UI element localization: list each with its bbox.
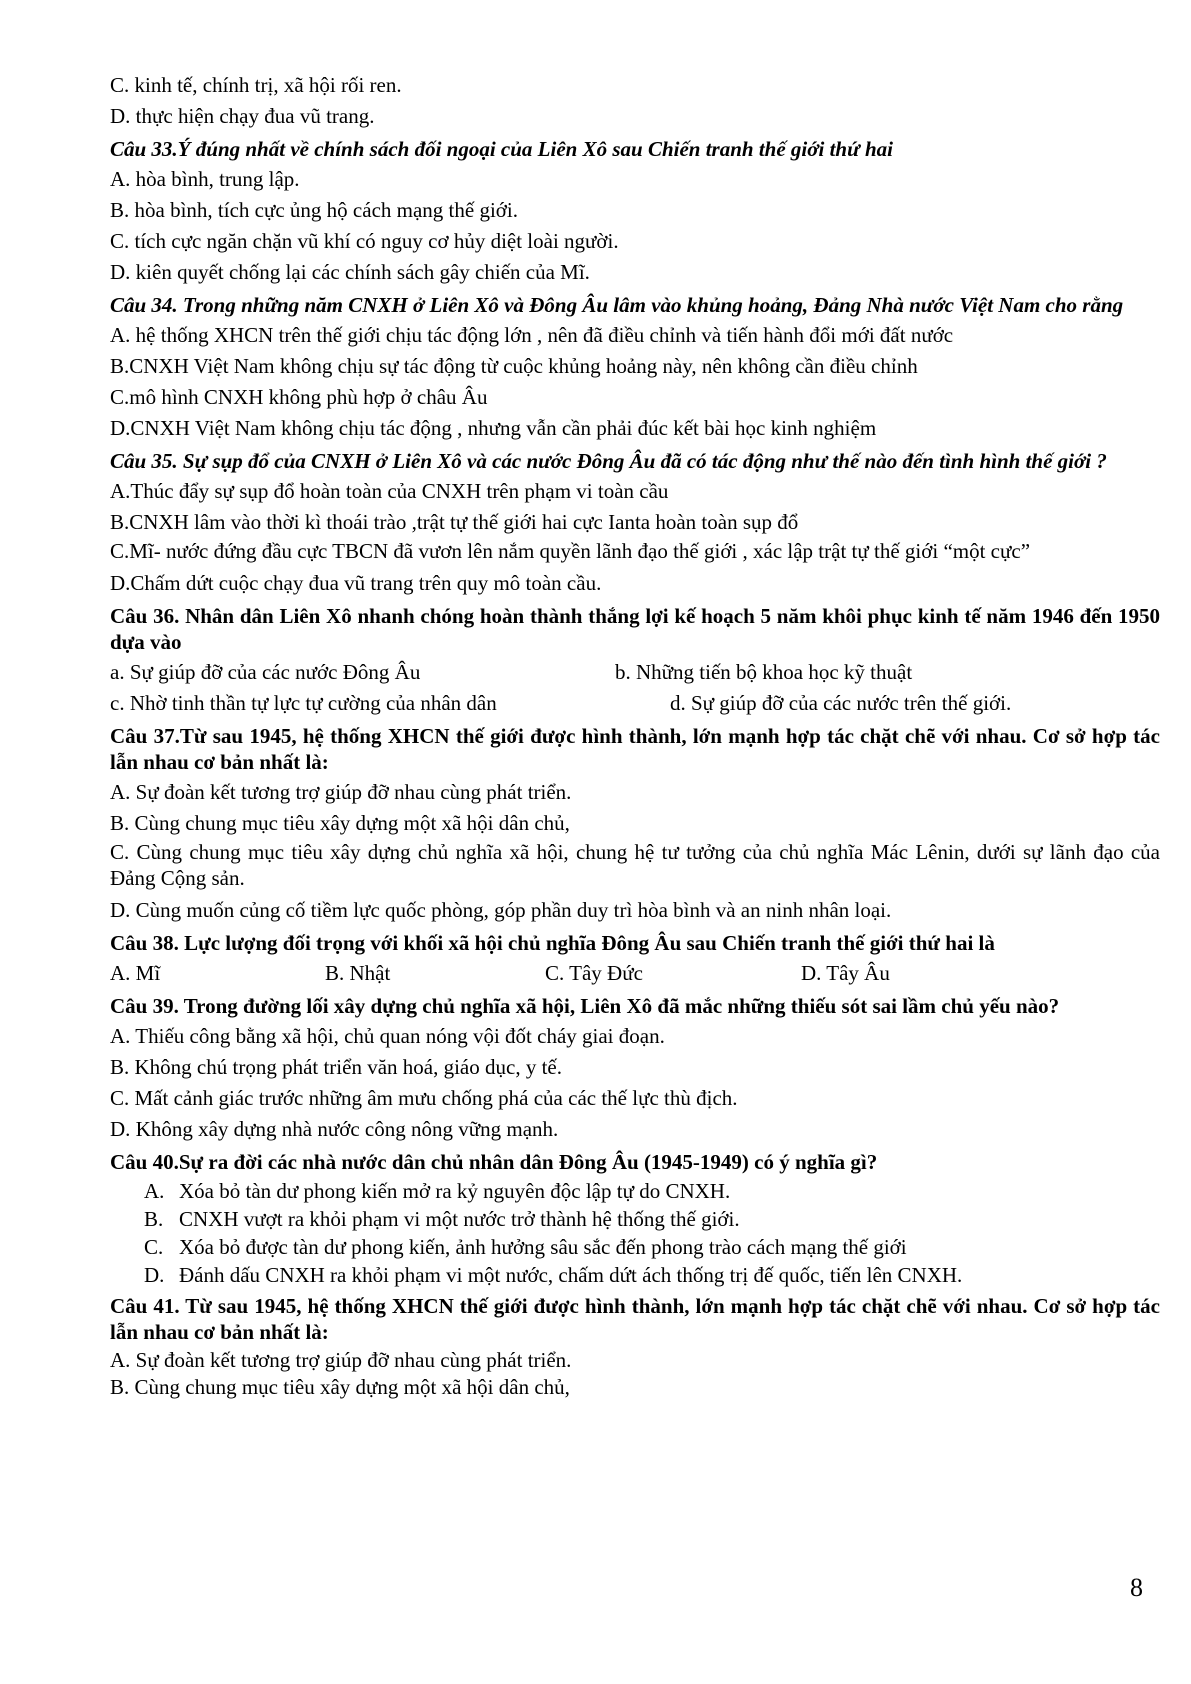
answer-option: C.mô hình CNXH không phù hợp ở châu Âu [110,385,488,409]
answer-option: D. Tây Âu [801,961,890,985]
answer-option: A. Sự đoàn kết tương trợ giúp đỡ nhau cùng phát triển. [110,1348,572,1372]
answer-option: C. Cùng chung mục tiêu xây dựng chủ nghĩa xã hội, chung hệ tư tưởng của chủ nghĩa Mác Lênin, dưới sự lãnh đạo của Đảng Cộng sản. [110,840,1160,890]
question-39: Câu 39. Trong đường lối xây dựng chủ nghĩa xã hội, Liên Xô đã mắc những thiếu sót sai lầm chủ yếu nào? [110,994,1060,1018]
answer-option: D. thực hiện chạy đua vũ trang. [110,104,375,128]
answer-option: A. hệ thống XHCN trên thế giới chịu tác động lớn , nên đã điều chỉnh và tiến hành đổi mới đất nước [110,323,954,347]
answer-option: A. Thiếu công bằng xã hội, chủ quan nóng vội đốt cháy giai đoạn. [110,1024,665,1048]
answer-option: A.Thúc đẩy sự sụp đổ hoàn toàn của CNXH trên phạm vi toàn cầu [110,479,669,503]
answer-option [110,1233,1160,1261]
answer-option: d. Sự giúp đỡ của các nước trên thế giới. [670,691,1012,715]
answer-option: C. tích cực ngăn chặn vũ khí có nguy cơ hủy diệt loài người. [110,229,619,253]
answer-option [110,1261,1160,1289]
question-35: Câu 35. Sự sụp đổ của CNXH ở Liên Xô và các nước Đông Âu đã có tác động như thế nào đến tình hình thế giới ? [110,449,1107,473]
answer-option: D. kiên quyết chống lại các chính sách gây chiến của Mĩ. [110,260,590,284]
question-37: Câu 37.Từ sau 1945, hệ thống XHCN thế giới được hình thành, lớn mạnh hợp tác chặt chẽ với nhau. Cơ sở hợp tác lẫn nhau cơ bản nhất là: [110,724,1160,774]
answer-option: B. Cùng chung mục tiêu xây dựng một xã hội dân chủ, [110,1375,570,1399]
options-row [110,688,1160,719]
answer-option: B. Cùng chung mục tiêu xây dựng một xã hội dân chủ, [110,811,570,835]
answer-option: B. Nhật [325,961,391,985]
document-page [110,70,1160,1401]
answer-option: A. Mĩ [110,961,161,985]
answer-option [110,1205,1160,1233]
answer-option: C. kinh tế, chính trị, xã hội rối ren. [110,73,402,97]
answer-option: C. Mất cảnh giác trước những âm mưu chống phá của các thế lực thù địch. [110,1086,738,1110]
answer-option: c. Nhờ tinh thần tự lực tự cường của nhân dân [110,691,497,715]
answer-option: B.CNXH Việt Nam không chịu sự tác động từ cuộc khủng hoảng này, nên không cần điều chỉnh [110,354,918,378]
answer-option: B. Không chú trọng phát triển văn hoá, giáo dục, y tế. [110,1055,562,1079]
option-letter: A. [144,1179,165,1203]
question-41: Câu 41. Từ sau 1945, hệ thống XHCN thế giới được hình thành, lớn mạnh hợp tác chặt chẽ với nhau. Cơ sở hợp tác lẫn nhau cơ bản nhất là: [110,1294,1160,1344]
answer-option: C. Tây Đức [545,961,643,985]
option-letter: B. [144,1207,164,1231]
option-text: Xóa bỏ được tàn dư phong kiến, ảnh hưởng sâu sắc đến phong trào cách mạng thế giới [179,1235,907,1259]
options-row [110,657,1160,688]
option-text: CNXH vượt ra khỏi phạm vi một nước trở thành hệ thống thế giới. [179,1207,740,1231]
page-number: 8 [1130,1573,1143,1602]
options-row [110,958,1160,989]
answer-option: C.Mĩ- nước đứng đầu cực TBCN đã vươn lên nắm quyền lãnh đạo thế giới , xác lập trật tự thế giới “một cực” [110,539,1031,563]
answer-option: D. Cùng muốn củng cố tiềm lực quốc phòng, góp phần duy trì hòa bình và an ninh nhân loại. [110,898,892,922]
answer-option: B.CNXH lâm vào thời kì thoái trào ,trật tự thế giới hai cực Ianta hoàn toàn sụp đổ [110,510,799,534]
answer-option: D. Không xây dựng nhà nước công nông vững mạnh. [110,1117,559,1141]
answer-option [110,1177,1160,1205]
option-text: Đánh dấu CNXH ra khỏi phạm vi một nước, chấm dứt ách thống trị đế quốc, tiến lên CNXH. [179,1263,963,1287]
question-38: Câu 38. Lực lượng đối trọng với khối xã hội chủ nghĩa Đông Âu sau Chiến tranh thế giới thứ hai là [110,931,995,955]
option-letter: C. [144,1235,164,1259]
option-letter: D. [144,1263,165,1287]
answer-option: b. Những tiến bộ khoa học kỹ thuật [615,660,913,684]
question-34: Câu 34. Trong những năm CNXH ở Liên Xô và Đông Âu lâm vào khủng hoảng, Đảng Nhà nước Việt Nam cho rằng [110,293,1124,317]
question-40: Câu 40.Sự ra đời các nhà nước dân chủ nhân dân Đông Âu (1945-1949) có ý nghĩa gì? [110,1150,878,1174]
option-text: Xóa bỏ tàn dư phong kiến mở ra kỷ nguyên độc lập tự do CNXH. [179,1179,731,1203]
question-33: Câu 33.Ý đúng nhất về chính sách đối ngoại của Liên Xô sau Chiến tranh thế giới thứ hai [110,137,893,161]
answer-option: A. hòa bình, trung lập. [110,167,300,191]
answer-option: B. hòa bình, tích cực ủng hộ cách mạng thế giới. [110,198,518,222]
answer-option: D.Chấm dứt cuộc chạy đua vũ trang trên quy mô toàn cầu. [110,571,602,595]
answer-option: D.CNXH Việt Nam không chịu tác động , nhưng vẫn cần phải đúc kết bài học kinh nghiệm [110,416,877,440]
answer-option: a. Sự giúp đỡ của các nước Đông Âu [110,660,421,684]
answer-option: A. Sự đoàn kết tương trợ giúp đỡ nhau cùng phát triển. [110,780,572,804]
question-36: Câu 36. Nhân dân Liên Xô nhanh chóng hoàn thành thắng lợi kế hoạch 5 năm khôi phục kinh tế năm 1946 đến 1950 dựa vào [110,604,1160,654]
